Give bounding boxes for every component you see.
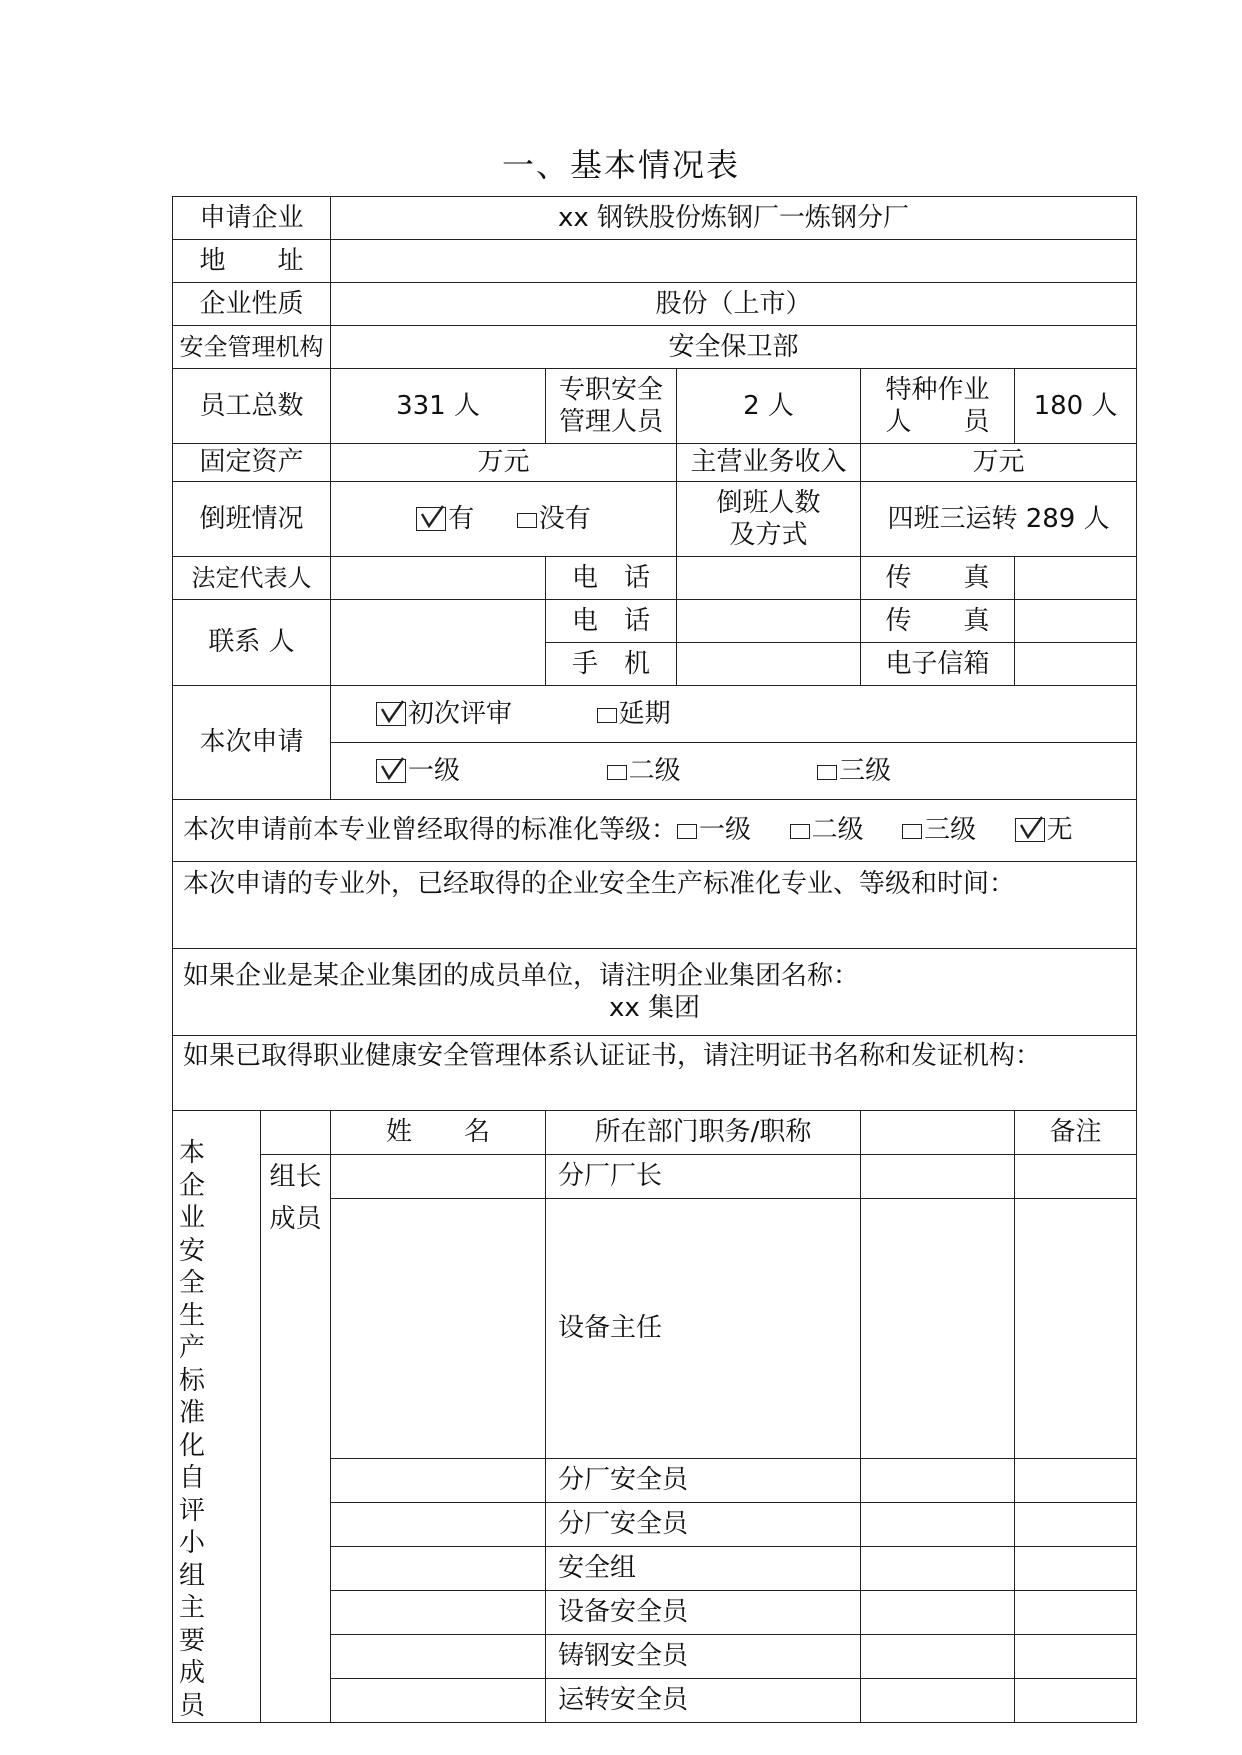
other-specialty-row[interactable] [173, 862, 1137, 949]
team-note-cell[interactable] [1015, 1635, 1137, 1679]
first-review-label: 初次评审 [408, 698, 513, 729]
shift-label: 倒班情况 [173, 482, 331, 557]
group-value: xx 集团 [609, 993, 701, 1023]
certificate-text: 如果已取得职业健康安全管理体系认证证书，请注明证书名称和发证机构： [183, 1041, 1042, 1071]
team-blank-cell[interactable] [861, 1635, 1015, 1679]
shift-yes-checkbox[interactable] [416, 507, 446, 531]
team-name-cell[interactable] [331, 1199, 546, 1459]
team-name-cell[interactable] [331, 1591, 546, 1635]
team-blank-header [861, 1111, 1015, 1155]
fulltime-safety-label-line1: 专职安全 [559, 374, 664, 405]
basic-info-table [172, 196, 1137, 1723]
application-level-options [331, 743, 1137, 800]
prior-level2-checkbox[interactable] [790, 824, 810, 839]
employees-label: 员工总数 [173, 369, 331, 444]
team-dept-cell: 分厂安全员 [546, 1503, 861, 1547]
employees-value[interactable]: 331 人 [331, 369, 546, 444]
fulltime-safety-label [546, 369, 677, 444]
team-member-label: 成员 [261, 1199, 331, 1723]
extension-label: 延期 [618, 698, 671, 729]
address-value[interactable] [331, 240, 1137, 283]
shift-count-label-line1: 倒班人数 [716, 487, 821, 518]
team-blank-cell[interactable] [861, 1459, 1015, 1503]
contact-phone-value[interactable] [677, 600, 861, 643]
group-text: 如果企业是某企业集团的成员单位，请注明企业集团名称： [183, 960, 860, 991]
level2-label: 二级 [628, 755, 681, 786]
team-role-header [261, 1111, 331, 1155]
shift-count-label-line2: 及方式 [729, 520, 808, 550]
legal-rep-fax-value[interactable] [1015, 557, 1137, 600]
extension-checkbox[interactable] [597, 708, 617, 723]
prior-level3-label: 三级 [924, 815, 977, 846]
team-name-cell[interactable] [331, 1155, 546, 1199]
team-blank-cell[interactable] [861, 1503, 1015, 1547]
level2-checkbox[interactable] [607, 765, 627, 780]
contact-email-label: 电子信箱 [861, 643, 1015, 686]
shift-count-label [677, 482, 861, 557]
team-note-cell[interactable] [1015, 1547, 1137, 1591]
contact-phone-label: 电 话 [546, 600, 677, 643]
other-specialty-text: 本次申请的专业外，已经取得的企业安全生产标准化专业、等级和时间： [183, 869, 1016, 899]
team-name-cell[interactable] [331, 1503, 546, 1547]
team-dept-cell: 铸钢安全员 [546, 1635, 861, 1679]
first-review-checkbox[interactable] [376, 702, 406, 726]
team-blank-cell[interactable] [861, 1155, 1015, 1199]
team-note-cell[interactable] [1015, 1199, 1137, 1459]
team-dept-cell: 分厂厂长 [546, 1155, 861, 1199]
team-blank-cell[interactable] [861, 1591, 1015, 1635]
revenue-value[interactable]: 万元 [861, 444, 1137, 482]
team-name-cell[interactable] [331, 1679, 546, 1723]
team-name-cell[interactable] [331, 1635, 546, 1679]
legal-rep-fax-label: 传 真 [861, 557, 1015, 600]
team-blank-cell[interactable] [861, 1547, 1015, 1591]
team-leader-label: 组长 [261, 1155, 331, 1199]
legal-rep-value[interactable] [331, 557, 546, 600]
page-title: 一、基本情况表 [501, 146, 740, 184]
team-side-label: 本企业安全生产标准化自评小组主要成员 [173, 1111, 261, 1723]
company-value[interactable]: xx 钢铁股份炼钢厂一炼钢分厂 [331, 197, 1137, 240]
prior-level-row [173, 800, 1137, 862]
contact-mobile-value[interactable] [677, 643, 861, 686]
revenue-label: 主营业务收入 [677, 444, 861, 482]
team-note-cell[interactable] [1015, 1155, 1137, 1199]
team-note-cell[interactable] [1015, 1459, 1137, 1503]
nature-value[interactable]: 股份（上市） [331, 283, 1137, 326]
address-label: 地 址 [173, 240, 331, 283]
special-workers-label-line2: 人 员 [885, 407, 990, 437]
fulltime-safety-value[interactable]: 2 人 [677, 369, 861, 444]
prior-level-text: 本次申请前本专业曾经取得的标准化等级： [183, 815, 678, 846]
application-type-options [331, 686, 1137, 743]
prior-level1-label: 一级 [699, 815, 752, 846]
shift-no-checkbox[interactable] [517, 513, 537, 528]
shift-options [331, 482, 677, 557]
team-name-cell[interactable] [331, 1547, 546, 1591]
contact-label: 联系 人 [173, 600, 331, 686]
special-workers-label [861, 369, 1015, 444]
application-label: 本次申请 [173, 686, 331, 800]
contact-mobile-label: 手 机 [546, 643, 677, 686]
safety-org-label: 安全管理机构 [173, 326, 331, 369]
level3-label: 三级 [839, 755, 892, 786]
shift-no-label: 没有 [538, 503, 591, 534]
level3-checkbox[interactable] [817, 765, 837, 780]
prior-level3-checkbox[interactable] [902, 824, 922, 839]
team-dept-cell: 分厂安全员 [546, 1459, 861, 1503]
team-note-header: 备注 [1015, 1111, 1137, 1155]
company-label: 申请企业 [173, 197, 331, 240]
level1-label: 一级 [408, 755, 461, 786]
team-blank-cell[interactable] [861, 1199, 1015, 1459]
contact-fax-value[interactable] [1015, 600, 1137, 643]
team-dept-cell: 运转安全员 [546, 1679, 861, 1723]
fulltime-safety-label-line2: 管理人员 [559, 407, 664, 437]
group-row[interactable] [173, 949, 1137, 1036]
contact-fax-label: 传 真 [861, 600, 1015, 643]
prior-level1-checkbox[interactable] [677, 824, 697, 839]
legal-rep-phone-value[interactable] [677, 557, 861, 600]
nature-label: 企业性质 [173, 283, 331, 326]
legal-rep-phone-label: 电 话 [546, 557, 677, 600]
fixed-assets-value[interactable]: 万元 [331, 444, 677, 482]
level1-checkbox[interactable] [376, 759, 406, 783]
special-workers-label-line1: 特种作业 [885, 374, 990, 405]
special-workers-value[interactable]: 180 人 [1015, 369, 1137, 444]
team-dept-cell: 安全组 [546, 1547, 861, 1591]
team-note-cell[interactable] [1015, 1503, 1137, 1547]
team-name-cell[interactable] [331, 1459, 546, 1503]
prior-none-checkbox[interactable] [1015, 818, 1045, 842]
team-note-cell[interactable] [1015, 1591, 1137, 1635]
contact-value[interactable] [331, 600, 546, 686]
certificate-row[interactable] [173, 1036, 1137, 1111]
safety-org-value[interactable]: 安全保卫部 [331, 326, 1137, 369]
team-name-header: 姓 名 [331, 1111, 546, 1155]
team-blank-cell[interactable] [861, 1679, 1015, 1723]
prior-none-label: 无 [1046, 815, 1073, 846]
prior-level2-label: 二级 [811, 815, 864, 846]
team-dept-cell: 设备安全员 [546, 1591, 861, 1635]
contact-email-value[interactable] [1015, 643, 1137, 686]
legal-rep-label: 法定代表人 [173, 557, 331, 600]
shift-yes-label: 有 [448, 503, 475, 534]
team-note-cell[interactable] [1015, 1679, 1137, 1723]
team-dept-header: 所在部门职务/职称 [546, 1111, 861, 1155]
fixed-assets-label: 固定资产 [173, 444, 331, 482]
shift-count-value[interactable]: 四班三运转 289 人 [861, 482, 1137, 557]
team-dept-cell: 设备主任 [546, 1199, 861, 1459]
